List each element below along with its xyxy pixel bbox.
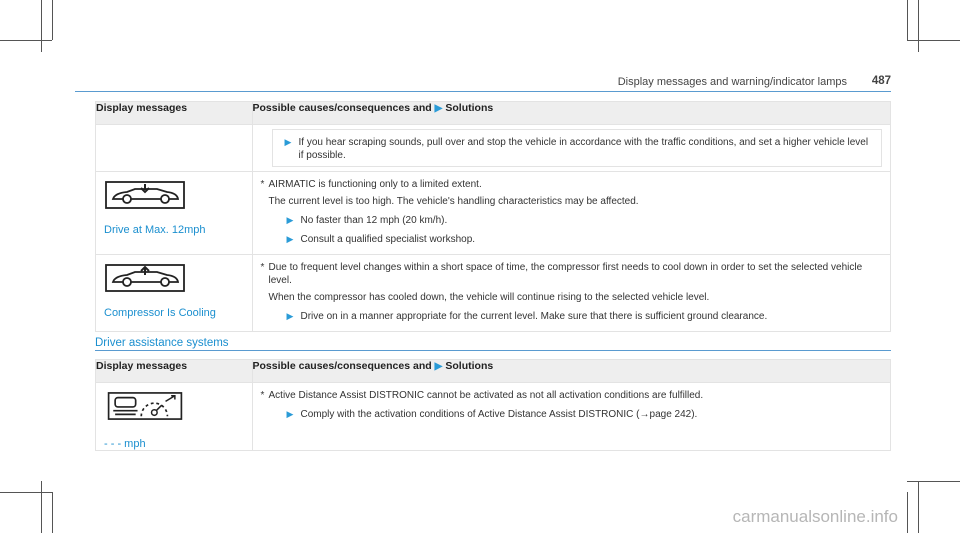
bullet-arrow-icon: ▶ — [286, 234, 294, 244]
causes-content — [253, 172, 891, 254]
col-header-solutions-text: Solutions — [445, 360, 494, 372]
header-rule — [75, 91, 891, 92]
distronic-speedometer-icon — [105, 392, 185, 420]
crop-mark — [907, 40, 960, 41]
table-header-row — [96, 102, 891, 125]
cause-line — [261, 291, 883, 304]
causes-content — [253, 383, 891, 429]
cause-line — [261, 195, 883, 208]
bullet-text: Consult a qualified specialist workshop. — [300, 234, 476, 245]
bullet-item — [261, 408, 883, 421]
col-header-causes — [252, 360, 891, 383]
cause-text: Due to frequent level changes within a short space of time, the compressor first needs to cool down in order to set the selected vehicle level. — [268, 262, 863, 286]
message-cell — [96, 383, 253, 451]
cause-line — [261, 389, 883, 402]
bullet-arrow-icon: ▶ — [286, 215, 294, 225]
table-row — [96, 125, 891, 172]
message-text: - - - mph — [104, 438, 146, 450]
page-number: 487 — [871, 75, 891, 87]
bullet-text — [301, 408, 698, 421]
crop-mark — [41, 481, 42, 533]
bullet-text: Drive on in a manner appropriate for the current level. Make sure that there is sufficient ground clearance. — [300, 311, 768, 322]
crop-mark — [0, 492, 52, 493]
header-title: Display messages and warning/indicator lamps — [617, 76, 847, 88]
table-row — [96, 172, 891, 255]
crop-mark — [918, 0, 919, 52]
crop-mark — [907, 492, 908, 533]
crop-mark — [907, 0, 908, 40]
crop-mark — [52, 0, 53, 40]
message-cell — [96, 255, 253, 332]
bullet-text: If you hear scraping sounds, pull over and stop the vehicle in accordance with the traffic conditions, and set a higher vehicle level if possible. — [298, 137, 869, 161]
bullet-item — [261, 310, 883, 323]
bullet-item — [261, 233, 883, 246]
solution-arrow-icon: ▶ — [434, 103, 443, 114]
cause-line — [261, 178, 883, 191]
cause-text: AIRMATIC is functioning only to a limited extent. — [268, 179, 482, 190]
bullet-item — [279, 136, 876, 162]
crop-mark — [907, 481, 960, 482]
bullet-text-main: Comply with the activation conditions of Active Distance Assist DISTRONIC ( — [300, 409, 640, 420]
solution-arrow-icon: ▶ — [434, 361, 443, 372]
bullet-arrow-icon: ▶ — [284, 137, 292, 147]
continued-box — [272, 129, 883, 167]
bullet-arrow-icon: ▶ — [286, 311, 294, 321]
star-mark: * — [260, 179, 265, 190]
cause-text: The current level is too high. The vehicle's handling characteristics may be affected. — [268, 196, 639, 207]
col-header-causes — [252, 102, 891, 125]
cause-line — [261, 261, 883, 287]
page-ref-arrow-icon: → — [639, 409, 650, 420]
causes-cell — [252, 172, 891, 255]
continued-cell — [252, 125, 891, 172]
col-header-causes-text: Possible causes/consequences and — [252, 102, 432, 114]
crop-mark — [0, 40, 52, 41]
bullet-text: No faster than 12 mph (20 km/h). — [300, 215, 448, 226]
display-messages-table-2 — [95, 359, 891, 451]
bullet-item — [261, 214, 883, 227]
empty-cell — [96, 125, 253, 172]
section-title: Driver assistance systems — [95, 337, 229, 349]
watermark: carmanualsonline.info — [732, 507, 898, 526]
table-row — [96, 255, 891, 332]
message-cell — [96, 172, 253, 255]
display-messages-table-1 — [95, 101, 891, 332]
crop-mark — [41, 0, 42, 52]
cause-text: Active Distance Assist DISTRONIC cannot be activated as not all activation conditions are fulfilled. — [268, 390, 704, 401]
message-text: Compressor Is Cooling — [104, 307, 216, 319]
star-mark: * — [260, 390, 265, 401]
col-header-solutions-text: Solutions — [445, 102, 494, 114]
causes-cell — [252, 383, 891, 451]
causes-cell — [252, 255, 891, 332]
cause-text: When the compressor has cooled down, the vehicle will continue rising to the selected vehicle level. — [268, 292, 710, 303]
bullet-arrow-icon: ▶ — [286, 409, 294, 419]
col-header-causes-text: Possible causes/consequences and — [252, 360, 432, 372]
vehicle-raising-icon — [105, 264, 185, 292]
table-header-row — [96, 360, 891, 383]
vehicle-lowering-icon — [105, 181, 185, 209]
col-header-messages: Display messages — [96, 360, 253, 383]
crop-mark — [918, 481, 919, 533]
section-rule — [95, 350, 891, 351]
running-header — [75, 73, 891, 91]
table-row — [96, 383, 891, 451]
col-header-messages: Display messages — [96, 102, 253, 125]
message-text: Drive at Max. 12mph — [104, 224, 206, 236]
star-mark: * — [260, 262, 265, 273]
crop-mark — [52, 492, 53, 533]
page-ref-link[interactable]: page 242). — [649, 409, 698, 420]
causes-content — [253, 255, 891, 331]
